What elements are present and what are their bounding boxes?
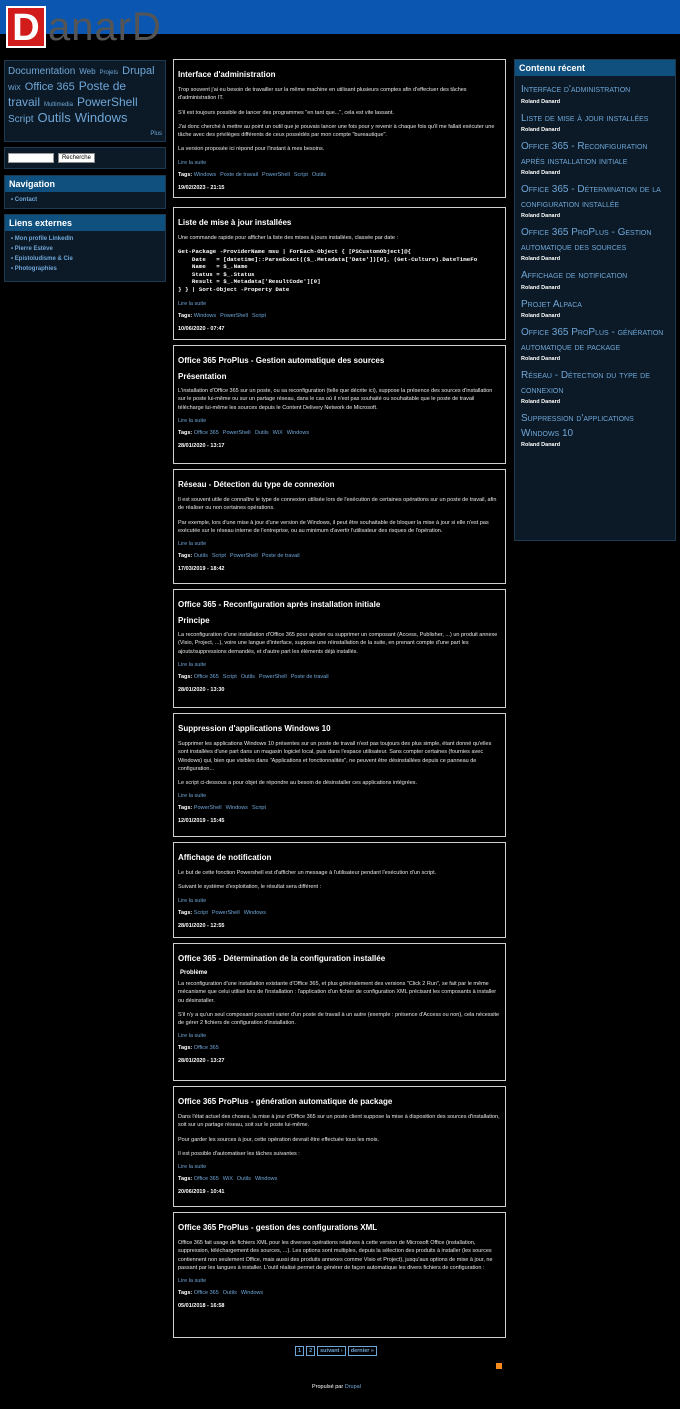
post-tags (178, 172, 500, 178)
post-teaser (173, 713, 506, 837)
tag-link[interactable]: Outils (222, 1290, 237, 1296)
tag-link[interactable]: Outils (240, 673, 255, 680)
tag-link[interactable]: PowerShell (262, 171, 290, 178)
tags-label: Tags: (178, 909, 193, 916)
post-title[interactable]: Office 365 - Reconfiguration après installation initiale (178, 600, 381, 609)
recent-item (515, 140, 675, 176)
tag-link[interactable]: Multimedia (43, 101, 73, 108)
recent-item-author: Roland Danard (521, 284, 561, 291)
site-logo[interactable] (6, 6, 162, 48)
post-paragraph: Le script ci-dessous a pour objet de répondre au besoin de désinstaller ces applications intégrées. (178, 780, 418, 786)
post-paragraph: S'il est toujours possible de lancer des programmes "en tant que...", cela est vite lassant. (178, 109, 394, 116)
recent-item-title[interactable]: Liste de mise à jour installées (521, 112, 649, 124)
recent-item-title[interactable]: Office 365 ProPlus - génération automatique de package (521, 327, 664, 353)
tag-link[interactable]: Windows (254, 1176, 278, 1182)
tag-link[interactable]: Script (251, 313, 266, 320)
tag-link[interactable]: PowerShell (229, 553, 258, 559)
recent-item-author: Roland Danard (521, 127, 561, 133)
read-more-link[interactable]: Lire la suite (178, 1278, 207, 1284)
recent-item (515, 183, 675, 219)
read-more-link[interactable]: Lire la suite (178, 159, 207, 166)
post-subheading: Problème (180, 970, 208, 976)
external-link-item[interactable]: • Mon profile LinkedIn (11, 236, 161, 242)
tags-label: Tags: (178, 1176, 193, 1182)
post-paragraph: La version proposée ici répond pour l'instant à mes besoins. (178, 146, 325, 153)
recent-item (515, 112, 675, 134)
post-date: 19/02/2023 - 21:15 (178, 184, 225, 191)
post-teaser (173, 842, 506, 938)
post-subtitle: Présentation (178, 372, 227, 381)
tag-link[interactable]: PowerShell (193, 805, 222, 812)
tag-link[interactable]: PowerShell (258, 673, 287, 680)
post-tags (178, 1045, 500, 1051)
tags-label: Tags: (178, 1045, 193, 1052)
tag-link[interactable]: Windows (240, 1290, 264, 1296)
recent-item-title[interactable]: Office 365 ProPlus - Gestion automatique des sources (521, 227, 652, 253)
post-paragraph: Il est possible d'automatiser les tâches suivantes : (178, 1150, 300, 1157)
post-date: 05/01/2018 - 16:58 (178, 1303, 225, 1309)
recent-item-author: Roland Danard (521, 213, 561, 219)
post-tags (178, 1176, 500, 1182)
tags-label: Tags: (178, 171, 193, 178)
tag-link[interactable]: Poste de travail (290, 673, 329, 680)
tag-link[interactable]: Office 365 (24, 80, 75, 93)
post-title[interactable]: Affichage de notification (178, 853, 272, 862)
tag-link[interactable]: Script (293, 171, 308, 178)
recent-item (515, 226, 675, 262)
post-date: 28/01/2020 - 13:17 (178, 442, 225, 449)
post-teaser (173, 345, 506, 464)
tag-link[interactable]: Windows (286, 429, 310, 436)
recent-item-title[interactable]: Affichage de notification (521, 270, 628, 281)
tag-link[interactable]: Outils (37, 109, 71, 125)
external-link-item[interactable]: • Photographies (11, 266, 161, 272)
tags-label: Tags: (178, 313, 193, 320)
tag-link[interactable]: Office 365 (193, 673, 219, 680)
post-paragraph: Suivant le système d'exploitation, le résultat sera différent : (178, 884, 322, 891)
recent-item-author: Roland Danard (521, 313, 561, 319)
post-teaser (173, 943, 506, 1081)
tag-link[interactable]: Windows (243, 909, 266, 916)
post-title[interactable]: Suppression d'applications Windows 10 (178, 724, 331, 733)
tag-link[interactable]: Script (193, 909, 208, 916)
tags-label: Tags: (178, 1290, 193, 1296)
tag-link[interactable]: WiX (222, 1176, 233, 1182)
tag-link[interactable]: Poste de travail (220, 171, 259, 178)
tag-link[interactable]: Windows (225, 805, 248, 812)
recent-item-title[interactable]: Office 365 - Reconfiguration après installation initiale (521, 141, 648, 167)
read-more-link[interactable]: Lire la suite (178, 1033, 207, 1040)
recent-item-author: Roland Danard (521, 399, 561, 405)
search-block (4, 147, 166, 169)
tags-label: Tags: (178, 673, 193, 680)
tag-link[interactable]: Office 365 (193, 1290, 219, 1296)
pager-item[interactable]: dernier » (348, 1346, 377, 1356)
post-teaser (173, 469, 506, 584)
recent-item (515, 369, 675, 405)
external-links-block (4, 214, 166, 282)
recent-item-author: Roland Danard (521, 442, 561, 448)
tag-list (8, 65, 162, 126)
tag-link[interactable]: PowerShell (76, 94, 138, 109)
tag-link[interactable]: Poste de travail (8, 78, 127, 109)
read-more-link[interactable]: Lire la suite (178, 793, 207, 800)
tags-label: Tags: (178, 805, 193, 812)
post-date: 12/01/2019 - 15:45 (178, 818, 225, 825)
tag-link[interactable]: Outils (311, 171, 326, 178)
read-more-link[interactable]: Lire la suite (178, 661, 207, 668)
recent-content-list (515, 83, 675, 448)
recent-item-title[interactable]: Interface d'administration (521, 84, 631, 95)
post-paragraph: J'ai donc cherché à mettre au point un outil que je pouvais lancer une fois pour y revenir à chaque fois qu'il me fallait exécuter une tâche avec des privilèges différents de ceux possédés par mon compte "bureautique". (178, 123, 495, 138)
navigation-list (5, 192, 165, 211)
external-link-item[interactable]: • Pierre Estève (11, 246, 161, 252)
recent-item-title[interactable]: Projet Alpaca (521, 298, 582, 310)
tag-link[interactable]: PowerShell (220, 313, 248, 320)
search-input[interactable] (8, 153, 54, 163)
tag-link[interactable]: Script (8, 113, 34, 125)
tag-link[interactable]: Office 365 (193, 429, 219, 436)
external-links-title: Liens externes (5, 215, 165, 231)
post-paragraph: La reconfiguration d'une installation d'Office 365 pour ajouter ou supprimer un composant (Access, Publisher, ...) un produit annexe (Visio, Project, ...), voire une langue d'interface, suppose une réinstallation de la suite, en prenant compte d'une part les ajouts/suppressions demandés, et d'autre part les éléments déjà installés. (178, 632, 498, 655)
post-tags (178, 1290, 500, 1296)
pager-item[interactable]: suivant › (317, 1346, 346, 1356)
tag-link[interactable]: Web (79, 67, 96, 76)
tag-cloud (4, 60, 166, 142)
post-paragraph: S'il n'y a qu'un seul composant pouvant varier d'un poste de travail à un autre (exemple : présence d'Access ou non), cela nécessite de gérer 2 fichiers de configuration d'installation. (178, 1011, 500, 1026)
post-tags (178, 430, 500, 436)
recent-item-title[interactable]: Réseau - Détection du type de connexion (521, 370, 650, 396)
post-teaser (173, 1086, 506, 1207)
recent-item (515, 412, 675, 448)
recent-item-title[interactable]: Office 365 - Détermination de la configuration installée (521, 184, 661, 210)
tag-link[interactable]: Script (222, 673, 237, 680)
recent-item (515, 269, 675, 291)
tag-link[interactable]: PowerShell (222, 429, 251, 436)
tags-more-link[interactable]: Plus (150, 131, 162, 137)
tag-link[interactable]: Documentation (8, 66, 76, 77)
post-paragraph: Le but de cette fonction Powershell est d'afficher un message à l'utilisateur pendant l'exécution d'un script. (178, 870, 437, 876)
read-more-link[interactable]: Lire la suite (178, 301, 207, 308)
post-paragraph: Par exemple, lors d'une mise à jour d'une version de Windows, il peut être souhaitable de bloquer la mise à jour si elle n'est pas exécutée sur le réseau interne de l'entreprise, ou au minimum d'avertir l'utilisateur des risques de l'opération. (178, 519, 489, 534)
post-date: 20/06/2019 - 10:41 (178, 1189, 225, 1195)
footer (312, 1384, 361, 1390)
tag-link[interactable]: Windows (193, 171, 217, 178)
recent-item-author: Roland Danard (521, 356, 561, 362)
post-title[interactable]: Liste de mise à jour installées (178, 218, 292, 227)
read-more-link[interactable]: Lire la suite (178, 541, 207, 547)
navigation-item[interactable]: • Contact (11, 197, 161, 203)
post-title[interactable]: Interface d'administration (178, 70, 276, 79)
post-tags (178, 805, 500, 811)
post-tags (178, 313, 500, 319)
tag-link[interactable]: Windows (74, 109, 128, 125)
post-teaser (173, 59, 506, 198)
pager (295, 1346, 377, 1356)
navigation-title: Navigation (5, 176, 165, 192)
post-paragraph: Il est souvent utile de connaître le type de connexion utilisée lors de l'exécution de certaines opérations sur un poste de travail, afin de réaliser ou non certaines opérations. (178, 497, 497, 512)
footer-prefix: Propulsé par (312, 1384, 344, 1390)
recent-item (515, 83, 675, 105)
tag-link[interactable]: Script (211, 553, 226, 559)
tag-link[interactable]: Office 365 (193, 1176, 219, 1182)
post-date: 28/01/2020 - 13:30 (178, 686, 225, 693)
tags-label: Tags: (178, 429, 193, 436)
pager-item[interactable]: 2 (306, 1346, 315, 1356)
post-title[interactable]: Office 365 ProPlus - gestion des configurations XML (178, 1223, 378, 1232)
tag-link[interactable]: Windows (193, 313, 217, 320)
tag-link[interactable]: PowerShell (211, 909, 240, 916)
post-date: 17/03/2019 - 18:42 (178, 566, 225, 572)
recent-content-title: Contenu récent (515, 60, 675, 76)
post-paragraph: Dans l'état actuel des choses, la mise à jour d'Office 365 sur un poste client suppose la mise à disposition des sources d'installation, soit sur un partage réseau, soit sur le poste lui-même. (178, 1114, 500, 1129)
post-date: 28/01/2020 - 12:55 (178, 922, 225, 929)
post-paragraph: Office 365 fait usage de fichiers XML pour les diverses opérations relatives à cette version de Microsoft Office (installation, suppression, téléchargement des sources, ...). Les options sont multiples, depuis la sélection des produits à installer (les sources contiennent non seulement Office, mais aussi des produits annexes comme Visio et Project), jusqu'aux options de mise à jour, ne passant par les langues à installer. L'outil réalisé permet de générer de façon automatique les divers fichiers de configuration : (178, 1240, 493, 1271)
recent-item-author: Roland Danard (521, 98, 561, 105)
recent-item (515, 326, 675, 362)
post-paragraph: Supprimer les applications Windows 10 présentes sur un poste de travail n'est pas toujours des plus simple, étant donné qu'elles sont installées d'une part dans un magasin logiciel local, puis dans l'espace utilisateur. Sans compter certaines (fournies avec Windows) qui, bien que visibles dans "Applications et fonctionnalités", ne peuvent être désinstallées depuis ce panneau de configuration... (178, 741, 492, 772)
post-teaser (173, 207, 506, 340)
post-code: Get-Package -ProviderName msu | ForEach-Object { [PSCustomObject]@{ Date = [datetime]::ParseExact(($_.Metadata['Date'])[0], (Get-Culture).DateTimeFo Name = $_.Name Status = $_.Status Result = $_.Metadata['ResultCode'][0] } } | Sort-Object -Property Date (178, 248, 478, 293)
tag-link[interactable]: Outils (193, 553, 208, 559)
post-subtitle: Principe (178, 616, 210, 625)
post-paragraph: Trop souvent j'ai eu besoin de travailler sur la même machine en utilisant plusieurs comptes afin d'effectuer des tâches d'administration IT. (178, 87, 467, 102)
recent-content-block (514, 59, 676, 541)
footer-drupal-link[interactable]: Drupal (344, 1384, 361, 1390)
tags-label: Tags: (178, 553, 193, 559)
navigation-block (4, 175, 166, 209)
tag-link[interactable]: Outils (236, 1176, 251, 1182)
tag-link[interactable]: WiX (8, 84, 21, 92)
post-paragraph: L'installation d'Office 365 sur un poste, ou sa reconfiguration (telle que décrite ici), suppose la présence des sources d'installation sur le poste lui-même ou sur un partage réseau, dans le cas où il n'est pas souhaité ou souhaitable que le poste de travail télécharge lui-même les sources depuis le Content Delivery Network de Microsoft. (178, 388, 493, 411)
read-more-link[interactable]: Lire la suite (178, 417, 207, 424)
recent-item (515, 298, 675, 320)
post-date: 28/01/2020 - 13:27 (178, 1058, 225, 1065)
logo-initial: D (6, 6, 46, 48)
tag-link[interactable]: Poste de travail (261, 553, 300, 559)
tag-link[interactable]: Projets (99, 70, 119, 76)
rss-icon[interactable] (496, 1363, 502, 1369)
tag-link[interactable]: Office 365 (193, 1045, 219, 1052)
read-more-link[interactable]: Lire la suite (178, 897, 207, 904)
post-tags (178, 910, 500, 916)
pager-item[interactable]: 1 (295, 1346, 304, 1356)
post-title[interactable]: Office 365 ProPlus - génération automatique de package (178, 1097, 393, 1106)
recent-item-title[interactable]: Suppression d'applications Windows 10 (521, 413, 634, 439)
read-more-link[interactable]: Lire la suite (178, 1164, 207, 1170)
post-teaser (173, 1212, 506, 1338)
tag-link[interactable]: Script (251, 805, 266, 812)
post-title[interactable]: Réseau - Détection du type de connexion (178, 480, 335, 489)
post-title[interactable]: Office 365 ProPlus - Gestion automatique des sources (178, 356, 385, 365)
search-button[interactable]: Recherche (58, 153, 95, 163)
post-date: 10/06/2020 - 07:47 (178, 326, 225, 333)
recent-item-author: Roland Danard (521, 256, 561, 262)
post-paragraph: Une commande rapide pour afficher la liste des mises à jours installées, classée par date : (178, 235, 399, 241)
external-link-item[interactable]: • Epistoludisme & Cie (11, 256, 161, 262)
post-tags (178, 553, 500, 559)
post-tags (178, 674, 500, 680)
logo-text: anarD (48, 5, 162, 49)
post-paragraph: La reconfiguration d'une installation existante d'Office 365, et plus généralement des versions "Click 2 Run", se fait par le même mécanisme que celui utilisé lors de l'installation : l'application d'un fichier de configuration XML précisant les composants à installer ou désinstaller. (178, 981, 497, 1004)
tag-link[interactable]: Outils (254, 429, 269, 436)
post-teaser (173, 589, 506, 708)
tag-link[interactable]: Drupal (122, 65, 155, 77)
recent-item-author: Roland Danard (521, 170, 561, 176)
external-links-list (5, 231, 165, 280)
post-title[interactable]: Office 365 - Détermination de la configuration installée (178, 954, 386, 963)
tag-link[interactable]: WiX (272, 429, 283, 436)
post-paragraph: Pour garder les sources à jour, cette opération devrait être effectuée tous les mois. (178, 1136, 380, 1143)
